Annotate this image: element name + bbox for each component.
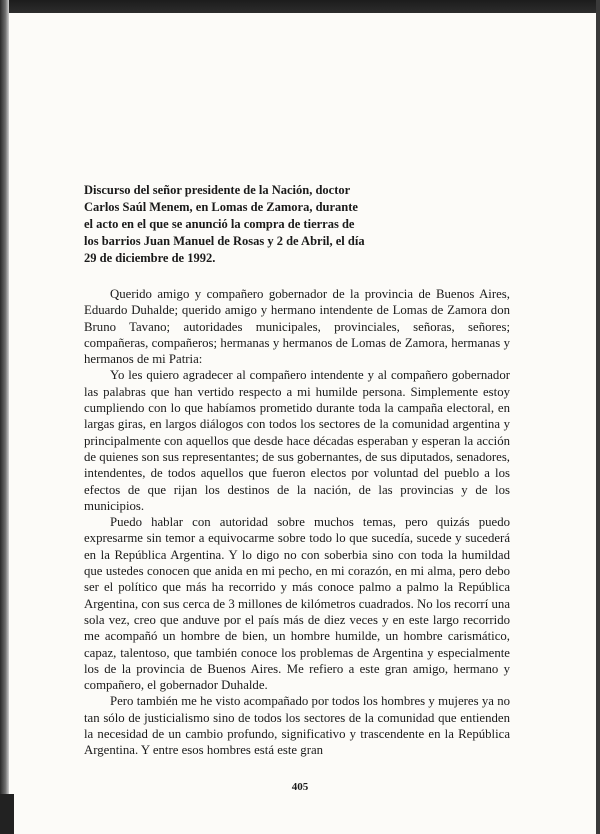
paragraph: Pero también me he visto acompañado por todos los hombres y mujeres ya no tan sólo de justicialismo sino de todos los sectores de la comunidad que entienden la necesidad de un cambio profundo, significativo y trascendente en la República Argentina. Y entre esos hombres está este gran bbox=[84, 694, 510, 758]
scan-border-corner bbox=[0, 794, 14, 834]
speech-body bbox=[84, 286, 510, 759]
scan-border-right bbox=[596, 0, 600, 834]
paragraph: Puedo hablar con autoridad sobre muchos temas, pero quizás puedo expresarme sin temor a equivocarme sobre todo lo que sucedía, sucede y sucederá en la República Argentina. Y lo digo no con soberbia sino con toda la humildad que ustedes conocen que anida en mi pecho, en mi corazón, en mi alma, pero debo ser el político que más ha recorrido y más conoce palmo a palmo la República Argentina, con sus cerca de 3 millones de kilómetros cuadrados. No los recorrí una sola vez, creo que anduve por el país más de diez veces y en este largo recorrido me acompañó un hombre de bien, un hombre humilde, un hombre carismático, capaz, talentoso, que también conoce los problemas de Argentina y especialmente los de la provincia de Buenos Aires. Me refiero a este gran amigo, hermano y compañero, el gobernador Duhalde. bbox=[84, 515, 510, 693]
scan-border-top bbox=[0, 0, 600, 13]
speech-title: Discurso del señor presidente de la Nación, doctor Carlos Saúl Menem, en Lomas de Zamora, durante el acto en el que se anunció la compra de tierras de los barrios Juan Manuel de Rosas y 2 de Abril, el día 29 de diciembre de 1992. bbox=[84, 183, 365, 265]
paragraph: Querido amigo y compañero gobernador de la provincia de Buenos Aires, Eduardo Duhalde; querido amigo y hermano intendente de Lomas de Zamora don Bruno Tavano; autoridades municipales, provinciales, señoras, señores; compañeras, compañeros; hermanas y hermanos de Lomas de Zamora, hermanas y hermanos de mi Patria: bbox=[84, 287, 510, 367]
paragraph: Yo les quiero agradecer al compañero intendente y al compañero gobernador las palabras que han vertido respecto a mi humilde persona. Simplemente estoy cumpliendo con lo que habíamos prometido durante toda la campaña electoral, en largas giras, en largos diálogos con todos los sectores de la comunidad argentina y principalmente con aquellos que desde hace décadas esperaban y esperan la acción de quienes son sus representantes; de sus gobernantes, de sus diputados, senadores, intendentes, de todos aquellos que fueron electos por voluntad del pueblo a los efectos de que rijan los destinos de la nación, de las provincias y de los municipios. bbox=[84, 368, 510, 513]
scan-border-left bbox=[0, 0, 9, 834]
page-number: 405 bbox=[291, 781, 309, 793]
